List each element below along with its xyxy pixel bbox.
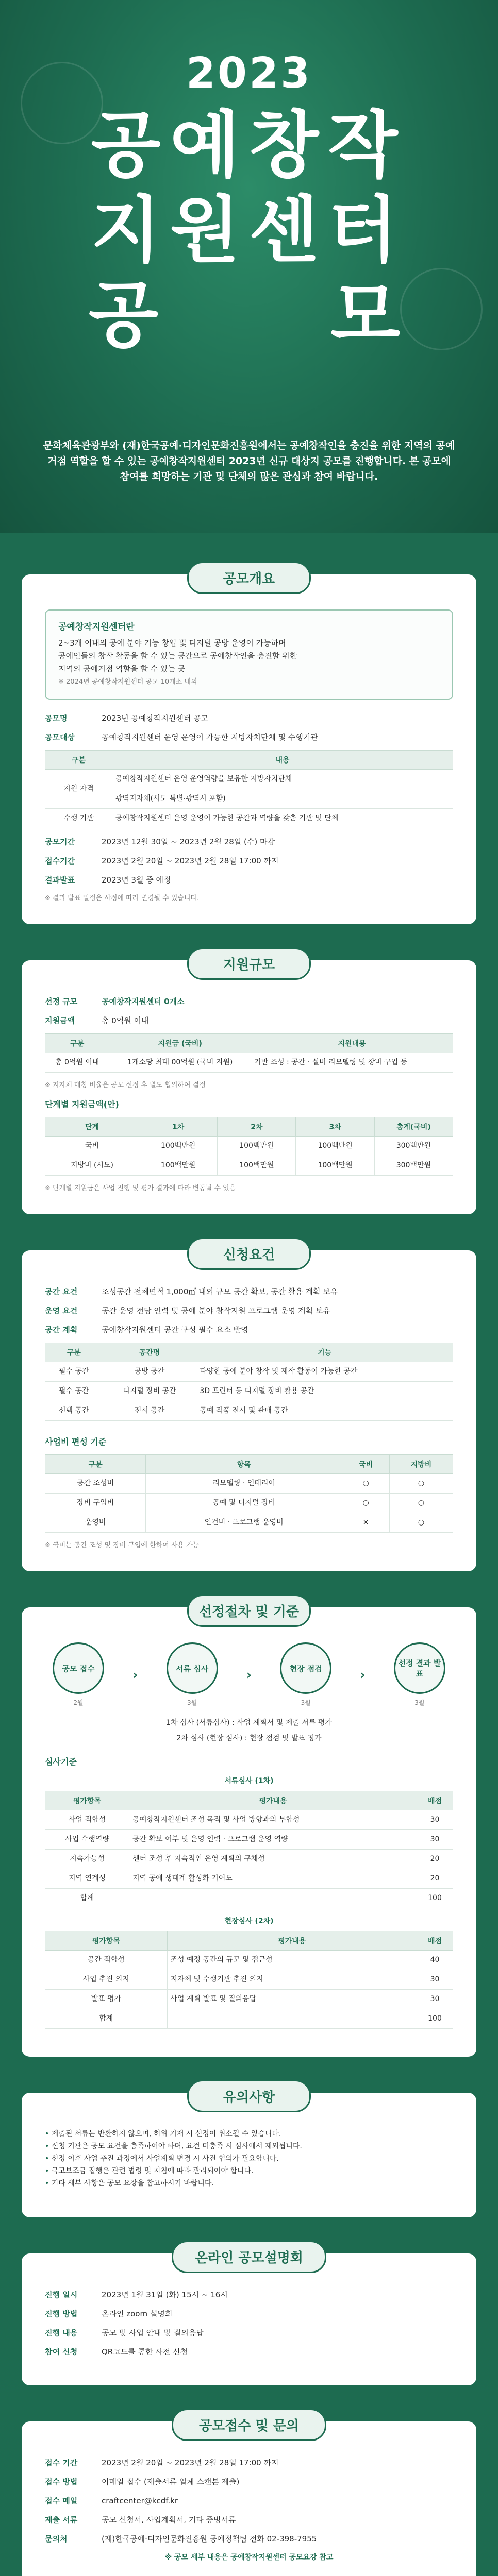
table-cell: ○ [342, 1474, 390, 1494]
table-cell: 30 [417, 1990, 453, 2009]
row-value: 공모 및 사업 안내 및 질의응답 [102, 2328, 204, 2337]
table-cell: 100 [417, 1889, 453, 1908]
process-steps [45, 1642, 453, 1707]
table-header: 지방비 [390, 1455, 453, 1474]
table-row [45, 1382, 453, 1401]
step-name: 서류 심사 [167, 1642, 218, 1694]
table-cell: 3D 프린터 등 디지털 장비 활용 공간 [196, 1382, 453, 1401]
table-header: 구분 [45, 1034, 109, 1053]
row-label: 진행 방법 [45, 2309, 78, 2318]
table-header: 배점 [417, 1931, 453, 1951]
definition-line: 공예인들의 창작 활동을 할 수 있는 공간으로 공예창작인을 충진할 위한 [58, 651, 297, 660]
table-cell: 지원 자격 [45, 770, 112, 809]
process-step [159, 1642, 226, 1707]
overview-card [22, 571, 476, 924]
definition-line: 지역의 공예거점 역할을 할 수 있는 곳 [58, 664, 185, 673]
criteria-table-2 [45, 1931, 453, 2029]
section-title: 유의사항 [187, 2080, 311, 2112]
table-cell: 20 [417, 1869, 453, 1889]
requirements-card [22, 1247, 476, 1571]
table-cell: 1개소당 최대 00억원 (국비 지원) [109, 1053, 251, 1073]
table-row [45, 1137, 453, 1156]
table-row [45, 1513, 453, 1533]
row-label: 공모대상 [45, 733, 75, 742]
table-header: 기능 [196, 1343, 453, 1362]
notice-list [45, 2128, 453, 2190]
table-header: 배점 [417, 1791, 453, 1810]
table-cell: 100백만원 [218, 1137, 296, 1156]
period-note: ※ 결과 발표 일정은 사정에 따라 변경될 수 있습니다. [45, 894, 200, 902]
row-value: 공예창작지원센터 0개소 [102, 997, 185, 1006]
table-row [45, 1156, 453, 1176]
row-label: 접수기간 [45, 856, 75, 866]
step-name: 선정 결과 발표 [394, 1642, 445, 1694]
step-date: 3월 [414, 1699, 425, 1706]
table-cell: 30 [417, 1810, 453, 1830]
table-cell: 공예 및 디지털 장비 [146, 1494, 342, 1513]
section-title: 공모개요 [187, 562, 311, 594]
notice-item: • 제출된 서류는 반환하지 않으며, 허위 기재 시 선정이 취소될 수 있습니다. [45, 2128, 453, 2140]
table-header: 총계(국비) [374, 1117, 453, 1137]
step-name: 공모 접수 [53, 1642, 104, 1694]
table-cell: 인건비 · 프로그램 운영비 [146, 1513, 342, 1533]
table-row [45, 2009, 453, 2029]
info-row [45, 2495, 453, 2507]
table-row [45, 1970, 453, 1990]
detail-note: ※ 단계별 지원금은 사업 진행 및 평가 결과에 따라 변동될 수 있음 [45, 1184, 236, 1192]
table-cell: 기반 조성 : 공간 · 설비 리모델링 및 장비 구입 등 [251, 1053, 453, 1073]
info-row [45, 2533, 453, 2546]
process-step [45, 1642, 112, 1707]
table-cell: 장비 구입비 [45, 1494, 146, 1513]
decorative-circle [21, 62, 103, 144]
process-note: 2차 심사 (현장 심사) : 현장 점검 및 발표 평가 [176, 1734, 322, 1742]
info-row [45, 2327, 453, 2340]
table-cell [129, 1889, 417, 1908]
row-value: 2023년 공예창작지원센터 공모 [102, 714, 209, 723]
table-cell: 300백만원 [374, 1156, 453, 1176]
notice-item: • 신청 기관은 공모 요건을 충족하여야 하며, 요건 미충족 시 심사에서 제외됩니다. [45, 2140, 453, 2153]
table-header: 공간명 [103, 1343, 196, 1362]
notice-item: • 국고보조금 집행은 관련 법령 및 지침에 따라 관리되어야 합니다. [45, 2165, 453, 2177]
arrow-right-icon: › [360, 1667, 366, 1682]
detail-table [45, 1117, 453, 1176]
table-row [45, 1810, 453, 1830]
info-row [45, 874, 453, 887]
table-cell: 공간 확보 여부 및 운영 인력 · 프로그램 운영 역량 [129, 1830, 417, 1850]
table-cell: ○ [390, 1513, 453, 1533]
table-header: 1차 [139, 1117, 218, 1137]
table-cell: 300백만원 [374, 1137, 453, 1156]
row-label: 진행 내용 [45, 2328, 78, 2337]
table-cell [167, 2009, 417, 2029]
row-label: 공모기간 [45, 837, 75, 846]
budget-table [45, 1454, 453, 1533]
table-cell: × [342, 1513, 390, 1533]
info-row [45, 836, 453, 849]
row-value: 2023년 2월 20일 ~ 2023년 2월 28일 17:00 까지 [102, 856, 279, 866]
hero-title-line: 공예창작 [91, 104, 407, 188]
table-cell: 필수 공간 [45, 1382, 103, 1401]
criteria-subheading: 현장심사 (2차) [224, 1917, 274, 1925]
table-row [45, 1951, 453, 1970]
hero-banner [0, 0, 498, 533]
table-cell: 전시 공간 [103, 1401, 196, 1421]
hero-intro: 문화체육관광부와 (재)한국공예·디자인문화진흥원에서는 공예창작인을 충진을 위한 지역의 공예거점 역할을 할 수 있는 공예창작지원센터 2023년 신규 대상지 공모를 진행합니다. 본 공모에 참여를 희망하는 기관 및 단체의 많은 관심과 참여 바랍니다. [43, 440, 455, 482]
table-row [45, 1362, 453, 1382]
notice-item: • 선정 이후 사업 추진 과정에서 사업계획 변경 시 사전 협의가 필요합니다. [45, 2153, 453, 2165]
info-row [45, 2456, 453, 2469]
table-header: 평가내용 [167, 1931, 417, 1951]
hero-title-line: 지원센터 [91, 189, 407, 273]
row-value: 공예창작지원센터 운영 운영이 가능한 지방자치단체 및 수행기관 [102, 733, 318, 742]
section-title: 공모접수 및 문의 [172, 2409, 326, 2441]
row-value: 이메일 접수 (제출서류 일체 스캔본 제출) [102, 2477, 240, 2486]
row-label: 결과발표 [45, 875, 75, 885]
table-header: 평가항목 [45, 1931, 168, 1951]
decorative-circle [400, 268, 483, 350]
row-label: 공간 계획 [45, 1325, 78, 1334]
table-cell: 20 [417, 1850, 453, 1869]
info-row [45, 855, 453, 868]
budget-note: ※ 국비는 공간 조성 및 장비 구입에 한하여 사용 가능 [45, 1541, 200, 1549]
table-header: 3차 [296, 1117, 374, 1137]
table-cell: 광역지자체(시도 특별·광역시 포함) [112, 789, 453, 809]
section-title: 지원규모 [187, 947, 311, 980]
table-cell: 조성 예정 공간의 규모 및 접근성 [167, 1951, 417, 1970]
row-label: 공모명 [45, 714, 68, 723]
table-cell: 100백만원 [296, 1137, 374, 1156]
info-row [45, 2289, 453, 2301]
row-value: 온라인 zoom 설명회 [102, 2309, 173, 2318]
table-cell: 공예창작지원센터 운영 운영역량을 보유한 지방자치단체 [112, 770, 453, 789]
table-header: 구분 [45, 751, 112, 770]
table-row [45, 770, 453, 789]
table-cell: 다양한 공예 분야 창작 및 제작 활동이 가능한 공간 [196, 1362, 453, 1382]
table-row [45, 1889, 453, 1908]
criteria-heading: 심사기준 [45, 1757, 77, 1767]
process-step [386, 1642, 453, 1707]
row-label: 지원금액 [45, 1016, 75, 1025]
row-value: 공예창작지원센터 공간 구성 필수 요소 반영 [102, 1325, 248, 1334]
definition-note: ※ 2024년 공예창작지원센터 공모 10개소 내외 [58, 678, 197, 686]
row-value: QR코드를 통한 사전 신청 [102, 2347, 188, 2357]
row-value: (재)한국공예·디자인문화진흥원 공예정책팀 전화 02-398-7955 [102, 2534, 317, 2544]
table-cell: 총 0억원 이내 [45, 1053, 109, 1073]
table-cell: 사업 추진 의지 [45, 1970, 168, 1990]
section-title: 신청요건 [187, 1238, 311, 1270]
table-row [45, 809, 453, 828]
info-row [45, 1304, 453, 1317]
definition-head: 공예창작지원센터란 [58, 622, 135, 632]
support-card [22, 957, 476, 1214]
table-cell: 운영비 [45, 1513, 146, 1533]
table-header: 평가내용 [129, 1791, 417, 1810]
table-header: 2차 [218, 1117, 296, 1137]
table-cell: 30 [417, 1830, 453, 1850]
table-cell: 디지털 장비 공간 [103, 1382, 196, 1401]
table-cell: ○ [390, 1494, 453, 1513]
definition-line: 2~3개 이내의 공예 분야 기능 창업 및 디지털 공방 운영이 가능하며 [58, 638, 286, 648]
table-header: 지원금 (국비) [109, 1034, 251, 1053]
row-value: 2023년 1월 31일 (화) 15시 ~ 16시 [102, 2290, 228, 2299]
process-step [272, 1642, 339, 1707]
table-cell: 100백만원 [218, 1156, 296, 1176]
row-value: 2023년 3월 중 예정 [102, 875, 171, 885]
table-row [45, 1401, 453, 1421]
table-row [45, 1990, 453, 2009]
amount-note: ※ 지자체 매칭 비율은 공모 선정 후 별도 협의하여 결정 [45, 1081, 206, 1089]
info-row [45, 2346, 453, 2359]
info-row [45, 712, 453, 725]
space-table [45, 1343, 453, 1421]
table-header: 단계 [45, 1117, 139, 1137]
apply-footnote: ※ 공모 세부 내용은 공예창작지원센터 공모요강 참고 [164, 2553, 334, 2562]
hero-title-line: 공 모 [88, 274, 410, 358]
table-cell: ○ [390, 1474, 453, 1494]
notice-item: • 기타 세부 사항은 공모 요강을 참고하시기 바랍니다. [45, 2177, 453, 2190]
row-label: 진행 일시 [45, 2290, 78, 2299]
row-value: 2023년 12월 30일 ~ 2023년 2월 28일 (수) 마감 [102, 837, 275, 846]
table-cell: 사업 적합성 [45, 1810, 129, 1830]
info-row [45, 1285, 453, 1298]
table-cell: 리모델링 · 인테리어 [146, 1474, 342, 1494]
table-row [45, 1869, 453, 1889]
eligibility-table [45, 750, 453, 828]
table-cell: 발표 평가 [45, 1990, 168, 2009]
info-row [45, 1324, 453, 1336]
row-label: 제출 서류 [45, 2515, 78, 2524]
step-date: 3월 [301, 1699, 311, 1706]
info-row [45, 2514, 453, 2527]
table-cell: 100백만원 [139, 1156, 218, 1176]
step-name: 현장 점검 [280, 1642, 331, 1694]
table-cell: 100백만원 [139, 1137, 218, 1156]
table-header: 평가항목 [45, 1791, 129, 1810]
criteria-subheading: 서류심사 (1차) [224, 1777, 274, 1785]
table-header: 내용 [112, 751, 453, 770]
table-cell: 공간 적합성 [45, 1951, 168, 1970]
process-card [22, 1604, 476, 2057]
table-cell: 40 [417, 1951, 453, 1970]
table-cell: 공방 공간 [103, 1362, 196, 1382]
table-cell: 공간 조성비 [45, 1474, 146, 1494]
table-cell: ○ [342, 1494, 390, 1513]
row-label: 공간 요건 [45, 1287, 78, 1296]
table-header: 구분 [45, 1343, 103, 1362]
table-row [45, 1053, 453, 1073]
table-cell: 합계 [45, 2009, 168, 2029]
table-cell: 100백만원 [296, 1156, 374, 1176]
hero-year: 2023 [186, 49, 312, 98]
detail-heading: 단계별 지원금액(안) [45, 1099, 119, 1109]
table-cell: 선택 공간 [45, 1401, 103, 1421]
row-label: 접수 기간 [45, 2458, 78, 2467]
criteria-table [45, 1791, 453, 1908]
table-row [45, 1474, 453, 1494]
table-cell: 지방비 (시도) [45, 1156, 139, 1176]
table-cell: 합계 [45, 1889, 129, 1908]
table-cell: 지자체 및 수행기관 추진 의지 [167, 1970, 417, 1990]
table-cell: 지역 공예 생태계 활성화 기여도 [129, 1869, 417, 1889]
info-row [45, 2476, 453, 2488]
table-header: 지원내용 [251, 1034, 453, 1053]
step-date: 3월 [187, 1699, 197, 1706]
definition-box [45, 609, 453, 700]
table-cell: 사업 수행역량 [45, 1830, 129, 1850]
table-cell: 센터 조성 후 지속적인 운영 계획의 구체성 [129, 1850, 417, 1869]
row-label: 접수 메일 [45, 2496, 78, 2505]
arrow-right-icon: › [246, 1667, 252, 1682]
info-row [45, 1014, 453, 1027]
table-header: 국비 [342, 1455, 390, 1474]
table-cell: 사업 계획 발표 및 질의응답 [167, 1990, 417, 2009]
table-cell: 수행 기관 [45, 809, 112, 828]
row-value: 공모 신청서, 사업계획서, 기타 증빙서류 [102, 2515, 236, 2524]
info-row [45, 995, 453, 1008]
row-value: 2023년 2월 20일 ~ 2023년 2월 28일 17:00 까지 [102, 2458, 279, 2467]
row-value: 조성공간 전체면적 1,000㎡ 내외 규모 공간 확보, 공간 활용 계획 보유 [102, 1287, 338, 1296]
row-value: 총 0억원 이내 [102, 1016, 149, 1025]
budget-heading: 사업비 편성 기준 [45, 1437, 107, 1447]
table-cell: 100 [417, 2009, 453, 2029]
table-header: 항목 [146, 1455, 342, 1474]
info-row [45, 2308, 453, 2320]
table-cell: 국비 [45, 1137, 139, 1156]
process-note: 1차 심사 (서류심사) : 사업 계획서 및 제출 서류 평가 [166, 1719, 332, 1727]
table-cell: 공예창작지원센터 운영 운영이 가능한 공간과 역량을 갖춘 기관 및 단체 [112, 809, 453, 828]
table-cell: 필수 공간 [45, 1362, 103, 1382]
row-label: 운영 요건 [45, 1306, 78, 1315]
content [0, 571, 498, 2576]
table-cell: 30 [417, 1970, 453, 1990]
table-header: 구분 [45, 1455, 146, 1474]
email-link[interactable]: craftcenter@kcdf.kr [102, 2496, 178, 2505]
section-title: 선정절차 및 기준 [187, 1595, 311, 1627]
row-label: 선정 규모 [45, 997, 78, 1006]
row-value: 공간 운영 전담 인력 및 공예 분야 창작지원 프로그램 운영 계획 보유 [102, 1306, 330, 1315]
arrow-right-icon: › [132, 1667, 138, 1682]
table-cell: 지속가능성 [45, 1850, 129, 1869]
table-row [45, 1830, 453, 1850]
step-date: 2월 [73, 1699, 84, 1706]
row-label: 문의처 [45, 2534, 68, 2544]
table-cell: 지역 연계성 [45, 1869, 129, 1889]
table-row [45, 1850, 453, 1869]
row-label: 접수 방법 [45, 2477, 78, 2486]
table-cell: 공예 작품 전시 및 판매 공간 [196, 1401, 453, 1421]
table-cell: 공예창작지원센터 조성 목적 및 사업 방향과의 부합성 [129, 1810, 417, 1830]
notice-card [22, 2090, 476, 2217]
table-row [45, 1494, 453, 1513]
amount-table [45, 1033, 453, 1073]
info-row [45, 731, 453, 744]
section-title: 온라인 공모설명회 [172, 2241, 326, 2273]
row-label: 참여 신청 [45, 2347, 78, 2357]
briefing-card [22, 2250, 476, 2385]
apply-card [22, 2418, 476, 2576]
